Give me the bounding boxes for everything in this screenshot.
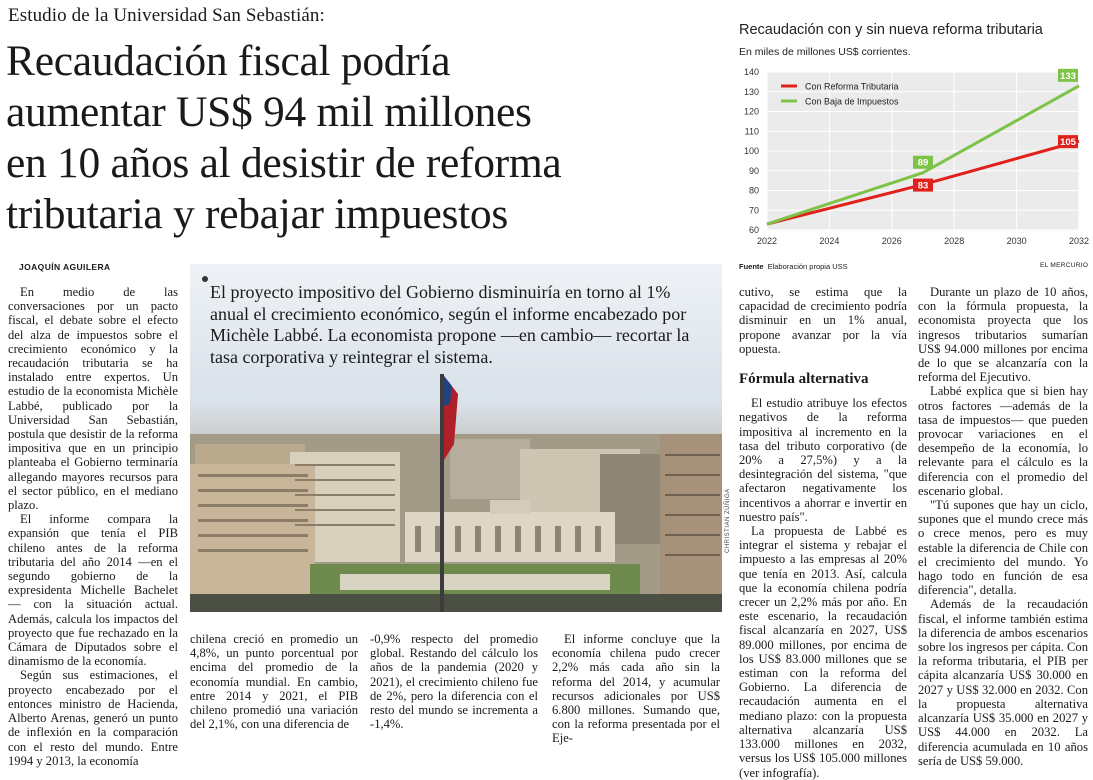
source-text: Elaboración propia USS xyxy=(767,262,848,271)
y-tick-label: 70 xyxy=(748,205,759,216)
article-column-1 xyxy=(8,285,178,768)
legend-label: Con Baja de Impuestos xyxy=(805,96,899,107)
paragraph: Según sus estimaciones, el proyecto encabezado por el entonces ministro de Hacienda, Alberto Arenas, generó un punto de inflexión en la comparación con el resto del mundo. Entre 1994 y 2013, la economía xyxy=(8,668,178,768)
chart-title: Recaudación con y sin nueva reforma tributaria xyxy=(739,22,1043,38)
paragraph: La propuesta de Labbé es integrar el sistema y rebajar el impuesto a las empresas al 20% que tenía en 2013. Así, calcula que la economía chilena podría crecer un 2,2% más por año. En este escenario, la recaudación fiscal alcanzaría en 2027, US$ 89.000 millones, por encima de los US$ 83.000 millones que se estiman con la reforma del Gobierno. La diferencia de recaudación aumenta en el mediano plazo: con la propuesta alternativa alcanzaría US$ 133.000 millones en 2032, versus los US$ 105.000 millones (ver infografía). xyxy=(739,524,907,780)
x-tick-label: 2032 xyxy=(1068,236,1090,246)
paragraph: El informe concluye que la economía chilena pudo crecer 2,2% más cada año sin la reforma del 2014, y acumular recursos adicionales por US$ 6.800 millones. Sumando que, con la reforma presentada por el Eje- xyxy=(552,632,720,746)
y-tick-label: 80 xyxy=(748,185,759,196)
article-column-5 xyxy=(739,285,907,780)
article-column-3 xyxy=(370,632,538,731)
byline: JOAQUÍN AGUILERA xyxy=(19,262,111,272)
article-headline xyxy=(6,36,706,240)
headline-line: aumentar US$ 94 mil millones xyxy=(6,88,532,136)
paragraph: Durante un plazo de 10 años, con la fórmula propuesta, la economista proyecta que los ingresos tributarios sumarían US$ 94.000 millones por encima de lo que se alcanzaría con la reforma del Ejecutivo. xyxy=(918,285,1088,385)
y-tick-label: 60 xyxy=(748,225,759,235)
paragraph: -0,9% respecto del promedio global. Restando del cálculo los años de la pandemia (2020 y 2021), el crecimiento chileno fue de 2%, pero la diferencia con el resto del mundo se incrementa a -1,4%. xyxy=(370,632,538,732)
revenue-line-chart xyxy=(735,60,1090,256)
article-column-4 xyxy=(552,632,720,746)
photo-credit: CHRISTIAN ZÚÑIGA xyxy=(725,488,731,553)
article-kicker: Estudio de la Universidad San Sebastián: xyxy=(8,5,325,26)
y-tick-label: 90 xyxy=(748,165,759,176)
subheading: Fórmula alternativa xyxy=(739,371,869,388)
paragraph: "Tú supones que hay un ciclo, supones que el mundo crece más o crece menos, pero es muy estable la diferencia de Chile con el crecimiento del mundo. Yo hago todo en función de esa diferencia", detalla. xyxy=(918,498,1088,598)
y-tick-label: 120 xyxy=(743,106,759,117)
headline-line: tributaria y rebajar impuestos xyxy=(6,190,508,238)
paragraph: El estudio atribuye los efectos negativos de la reforma impositiva al incremento en la tasa del tributo corporativo (de 20% a 27,5%) y a la desintegración del sistema, "que afectaron negativamente los incentivos a ahorrar e invertir en nuestro país". xyxy=(739,396,907,524)
chart-source xyxy=(739,262,848,271)
headline-line: en 10 años al desistir de reforma xyxy=(6,139,562,187)
x-tick-label: 2024 xyxy=(819,236,840,246)
paragraph: Además de la recaudación fiscal, el informe también estima la diferencia de ambos escenarios sobre los ingresos per cápita. Con la reforma tributaria, el PIB per cápita alcanzaría US$ 30.000 en 2027 y US$ 32.000 en 2032. Con la propuesta alternativa alcanzaría US$ 35.000 en 2027 y US$ 44.000 en 2032. La diferencia acumulada en 10 años sería de US$ 59.000. xyxy=(918,597,1088,768)
y-tick-label: 130 xyxy=(743,86,759,97)
x-tick-label: 2030 xyxy=(1006,236,1027,246)
photo-caption: El proyecto impositivo del Gobierno disminuiría en torno al 1% anual el crecimiento económico, según el informe encabezado por Michèle Labbé. La economista propone —en cambio— recortar la tasa corporativa y reintegrar el sistema. xyxy=(210,282,690,367)
paragraph: chilena creció en promedio un 4,8%, un punto porcentual por encima del promedio de la economía mundial. En cambio, entre 2014 y 2021, el PIB chileno promedió una variación del 2,1%, con una diferencia de xyxy=(190,632,358,732)
y-tick-label: 110 xyxy=(744,126,759,137)
x-tick-label: 2026 xyxy=(881,236,902,246)
chart-subtitle: En miles de millones US$ corrientes. xyxy=(739,46,911,58)
legend-label: Con Reforma Tributaria xyxy=(805,81,899,92)
paragraph: Labbé explica que si bien hay otros factores —además de la tasa de impuestos— que pueden provocar variaciones en el desempeño de la economía, lo relevante para el cálculo es la diferencia con el promedio del escenario global. xyxy=(918,384,1088,498)
y-tick-label: 100 xyxy=(743,146,759,156)
publisher-credit: EL MERCURIO xyxy=(1040,262,1089,269)
y-tick-label: 140 xyxy=(743,67,759,77)
article-column-6 xyxy=(918,285,1088,768)
paragraph: El informe compara la expansión que tenía el PIB chileno antes de la reforma tributaria del año 2014 —en el segundo gobierno de la expresidenta Michelle Bachelet— con la situación actual. Además, calcula los impactos del proyecto que fue rechazado en la Cámara de Diputados sobre el dinamismo de la economía. xyxy=(8,512,178,669)
data-label: 89 xyxy=(917,157,929,169)
data-label: 133 xyxy=(1060,70,1076,82)
x-tick-label: 2022 xyxy=(756,236,778,246)
source-label: Fuente xyxy=(739,262,764,271)
data-label: 83 xyxy=(917,180,929,192)
data-label: 105 xyxy=(1060,137,1076,149)
x-tick-label: 2028 xyxy=(944,236,965,246)
article-column-2 xyxy=(190,632,358,731)
paragraph: En medio de las conversaciones por un pacto fiscal, el debate sobre el efecto del alza de impuestos sobre el crecimiento económico y la recaudación tributaria se ha instalado entre expertos. Un estudio de la economista Michèle Labbé, publicado por la Universidad San Sebastián, postula que desistir de la reforma impositiva que en un principio planteaba el Gobierno terminaría allegando mayores recursos para el sector público, en el mediano plazo. xyxy=(8,285,178,513)
paragraph: cutivo, se estima que la capacidad de crecimiento podría disminuir en un 1% anual, propone avanzar por la vía opuesta. xyxy=(739,285,907,356)
caption-marker xyxy=(202,276,208,282)
headline-line: Recaudación fiscal podría xyxy=(6,37,451,85)
article-photo xyxy=(190,264,722,612)
